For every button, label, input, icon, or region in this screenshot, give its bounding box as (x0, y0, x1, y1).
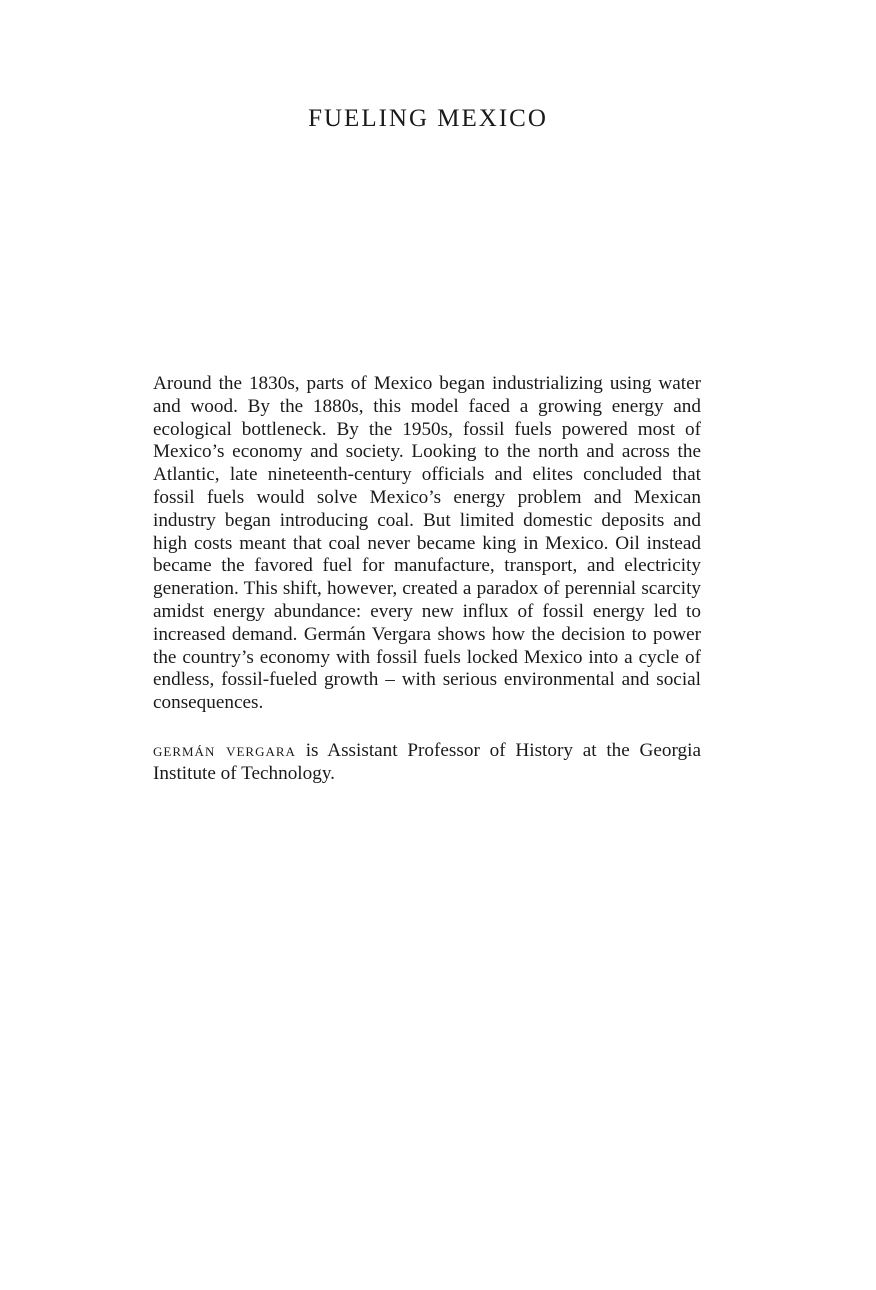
book-description: Around the 1830s, parts of Mexico began industrializing using water and wood. By the 1880s, this model faced a growing energy and ecological bottleneck. By the 1950s, fossil fuels powered most of Mexico’s economy and society. Looking to the north and across the Atlantic, late nineteenth-century officials and elites concluded that fossil fuels would solve Mexico’s energy problem and Mexican industry began introducing coal. But limited domestic deposits and high costs meant that coal never became king in Mexico. Oil instead became the favored fuel for manufacture, transport, and electricity generation. This shift, however, created a paradox of perennial scarcity amidst energy abundance: every new influx of fossil energy led to increased demand. Germán Vergara shows how the decision to power the country’s economy with fossil fuels locked Mexico into a cycle of endless, fossil-fueled growth – with serious environmental and social consequences. (153, 373, 701, 714)
author-name: germán vergara (153, 740, 296, 761)
author-bio-text: is Assistant Professor of History at the Georgia Institute of Technology. (153, 740, 701, 784)
book-title: FUELING MEXICO (308, 105, 548, 132)
author-bio (153, 740, 701, 786)
